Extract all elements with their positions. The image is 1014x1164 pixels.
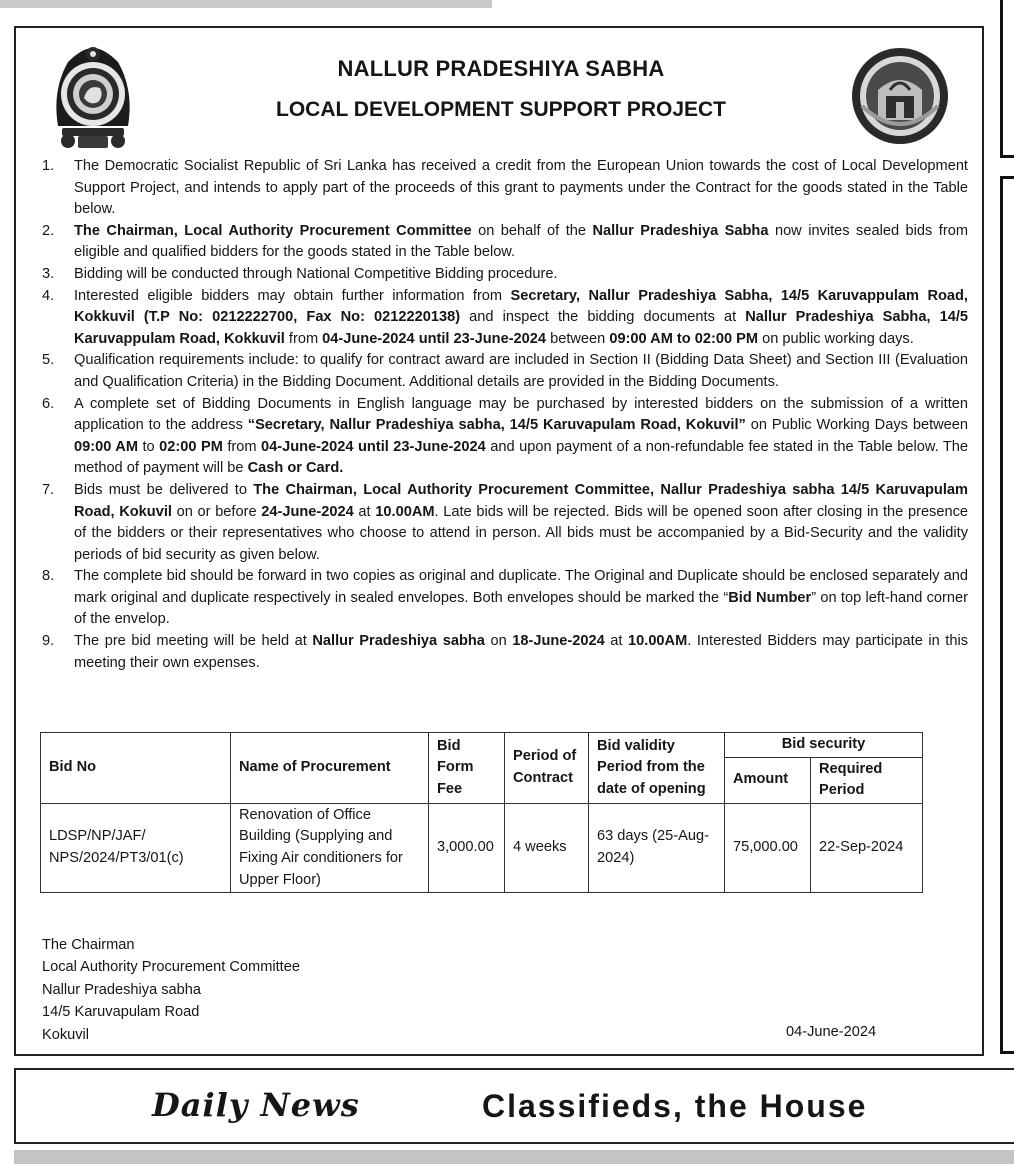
header-period: Period of Contract — [505, 733, 589, 804]
header-fee: Bid Form Fee — [429, 733, 505, 804]
text: on behalf of the — [471, 222, 593, 239]
text: at — [353, 503, 376, 520]
item-number: 6. — [42, 395, 55, 412]
header-validity: Bid validity Period from the date of opening — [589, 733, 725, 804]
adjacent-column-border — [1000, 155, 1014, 158]
text: Qualification requirements include: to qualify for contract award are included in Section II (Bidding Data Sheet) and Section III (Evaluation and Qualification Criteria) in the Bidding Document. Additional details are provided in the Bidding Documents. — [74, 352, 968, 390]
item-text — [74, 480, 968, 566]
signature-line: 14/5 Karuvapulam Road — [42, 1004, 200, 1021]
text: now invites sealed bids from eligible and qualified bidders for the goods stated in the Table below. — [74, 222, 968, 261]
item-number: 7. — [42, 481, 55, 498]
bold-text: 10.00AM — [628, 633, 688, 650]
adjacent-column-border — [1000, 0, 1003, 158]
table-header-row — [41, 733, 923, 758]
notice-item — [42, 566, 968, 631]
item-text — [74, 631, 968, 674]
text: between — [546, 330, 610, 347]
table-row — [41, 803, 923, 892]
cell-required: 22-Sep-2024 — [811, 803, 923, 892]
text: A complete set of Bidding Documents in English language may be purchased by interested bidders on the submission of a written application to the address — [74, 395, 968, 434]
notice-item — [42, 350, 968, 393]
text: The complete bid should be forward in two copies as original and duplicate. The Original and Duplicate should be enclosed separately and mark original and duplicate respectively in sealed envelopes. Both envelopes should be marked the “ — [74, 568, 968, 606]
notice-item — [42, 394, 968, 480]
text: The pre bid meeting will be held at — [74, 633, 313, 650]
page-top-strip — [0, 0, 492, 8]
bold-text: The Chairman, Local Authority Procurement Committee, Nallur Pradeshiya sabha 14/5 Karuvapulam Road, Kokuvil — [74, 481, 968, 520]
text: on public working days. — [758, 330, 914, 347]
item-text — [74, 156, 968, 221]
item-number: 4. — [42, 287, 55, 304]
procurement-table — [40, 732, 923, 893]
bold-text: 04-June-2024 until 23-June-2024 — [261, 438, 486, 455]
page-title: NALLUR PRADESHIYA SABHA — [337, 56, 665, 81]
cell-validity: 63 days (25-Aug-2024) — [589, 803, 725, 892]
signature-line: Kokuvil — [42, 1026, 90, 1043]
daily-news-logo: Daily News — [152, 1086, 360, 1124]
cell-fee: 3,000.00 — [429, 803, 505, 892]
header-name: Name of Procurement — [231, 733, 429, 804]
text: on or before — [171, 503, 262, 520]
bold-text: 09:00 AM to 02:00 PM — [609, 330, 759, 347]
newspaper-banner — [14, 1068, 1014, 1144]
bold-text: Secretary, Nallur Pradeshiya Sabha, 14/5 Karuvappulam Road, Kokkuvil (T.P No: 0212222700, Fax No: 0212220138) — [74, 287, 968, 326]
item-number: 5. — [42, 352, 55, 369]
text: The Democratic Socialist Republic of Sri Lanka has received a credit from the European Union towards the cost of Local Development Support Project, and intends to apply part of the proceeds of this grant to payments under the Contract for the goods stated in the Table below. — [74, 158, 968, 218]
notice-item — [42, 631, 968, 674]
text: from — [284, 330, 323, 347]
text: Bidding will be conducted through National Competitive Bidding procedure. — [74, 265, 558, 282]
notice-item — [42, 286, 968, 351]
notice-item — [42, 221, 968, 264]
header-bid-no: Bid No — [41, 733, 231, 804]
classifieds-tagline: Classifieds, the House — [482, 1088, 868, 1124]
text: to — [137, 438, 160, 455]
item-text — [74, 394, 968, 480]
item-number: 9. — [42, 633, 55, 650]
item-number: 8. — [42, 568, 55, 585]
item-text — [74, 566, 968, 631]
cell-name: Renovation of Office Building (Supplying and Fixing Air conditioners for Upper Floor) — [231, 803, 429, 892]
text: . Interested Bidders may participate in this meeting their own expenses. — [74, 633, 969, 671]
text: from — [222, 438, 262, 455]
procurement-notice — [14, 26, 984, 1056]
bold-text: “Secretary, Nallur Pradeshiya sabha, 14/5 Karuvapulam Road, Kokuvil” — [247, 417, 746, 434]
text: ” on top left-hand corner of the envelop. — [74, 589, 968, 628]
item-text — [74, 221, 968, 264]
bold-text: Nallur Pradeshiya Sabha — [592, 222, 769, 239]
item-text — [74, 264, 968, 286]
adjacent-column-border — [1000, 176, 1014, 179]
text: and inspect the bidding documents at — [460, 309, 746, 326]
notice-item — [42, 480, 968, 566]
bold-text: 18-June-2024 — [512, 633, 605, 650]
bold-text: 10.00AM — [375, 503, 435, 520]
cell-period: 4 weeks — [505, 803, 589, 892]
header-required: Required Period — [811, 757, 923, 803]
notice-date: 04-June-2024 — [786, 1024, 877, 1040]
text: at — [604, 633, 629, 650]
header-amount: Amount — [725, 757, 811, 803]
signature-line: Nallur Pradeshiya sabha — [42, 981, 201, 998]
item-text — [74, 286, 968, 351]
bold-text: Bid Number — [728, 589, 812, 606]
bold-text: 24-June-2024 — [261, 503, 354, 520]
bold-text: 02:00 PM — [159, 438, 223, 455]
cell-bid-no: LDSP/NP/JAF/ NPS/2024/PT3/01(c) — [41, 803, 231, 892]
signature-line: The Chairman — [42, 937, 135, 953]
text: on — [484, 633, 513, 650]
page-bottom-strip — [14, 1150, 1014, 1164]
text: Interested eligible bidders may obtain further information from — [74, 287, 511, 304]
signature-block — [42, 934, 300, 1046]
adjacent-column-border — [1000, 176, 1003, 1054]
notice-items — [42, 156, 968, 674]
item-number: 2. — [42, 222, 55, 239]
item-number: 1. — [42, 158, 55, 174]
item-text — [74, 350, 968, 393]
text: . Late bids will be rejected. Bids will be opened soon after closing in the presence of the bidders or their representatives who choose to attend in person. All bids must be accompanied by a Bid-Security and the validity periods of bid security as given below. — [74, 503, 968, 563]
signature-line: Local Authority Procurement Committee — [42, 959, 300, 976]
bold-text: 04-June-2024 until 23-June-2024 — [322, 330, 547, 347]
bold-text: Nallur Pradeshiya Sabha, 14/5 Karuvappulam Road, Kokkuvil — [74, 309, 969, 347]
bold-text: Nallur Pradeshiya sabha — [312, 633, 485, 650]
bold-text: 09:00 AM — [74, 438, 138, 455]
page-subtitle: LOCAL DEVELOPMENT SUPPORT PROJECT — [276, 98, 726, 121]
cell-amount: 75,000.00 — [725, 803, 811, 892]
notice-item — [42, 156, 968, 221]
item-number: 3. — [42, 265, 55, 282]
text: on Public Working Days between — [745, 417, 969, 434]
bold-text: The Chairman, Local Authority Procurement Committee — [74, 222, 472, 239]
notice-item — [42, 264, 968, 286]
bold-text: Cash or Card. — [247, 460, 344, 477]
text: and upon payment of a non-refundable fee stated in the Table below. The method of payment will be — [74, 438, 968, 477]
adjacent-column-border — [1000, 1051, 1014, 1054]
header-security: Bid security — [725, 733, 923, 758]
text: Bids must be delivered to — [74, 481, 254, 498]
